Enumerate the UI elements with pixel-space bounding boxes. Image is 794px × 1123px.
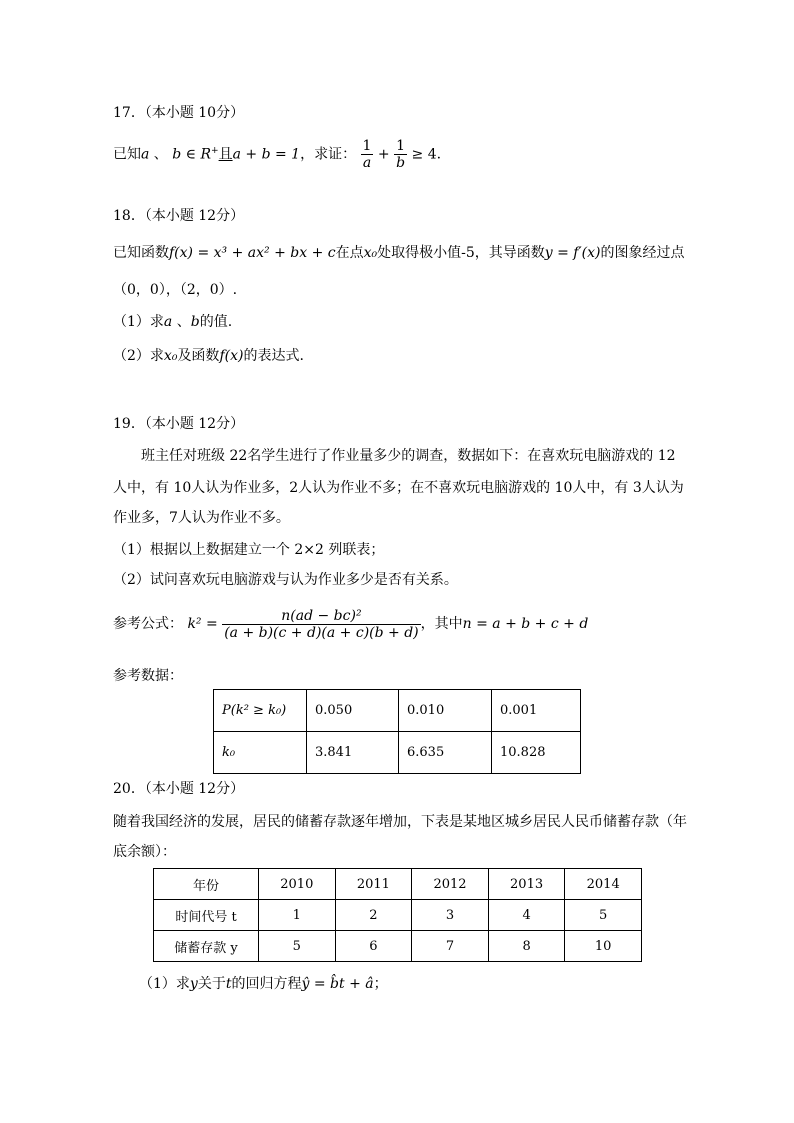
q17-header: 17．（本小题 10分） [113, 105, 245, 121]
table-cell: 0.001 [492, 690, 581, 732]
q18-part2: （2）求x₀及函数f(x)的表达式. [113, 348, 304, 364]
q19-body-1: 班主任对班级 22名学生进行了作业量多少的调查，数据如下：在喜欢玩电脑游戏的 12 [141, 448, 676, 464]
table-cell: 2 [335, 900, 412, 931]
q17-sup: + [211, 146, 219, 156]
q17-cond3: a + b = 1 [232, 146, 301, 163]
table-cell: 6.635 [399, 732, 492, 774]
table-cell: 3 [412, 900, 489, 931]
q18-line1: 已知函数f(x) = x³ + ax² + bx + c在点x₀处取得极小值-5，其导函数y = f′(x)的图象经过点 [113, 245, 685, 261]
q19-body-3: 作业多，7人认为作业不多。 [113, 510, 290, 526]
q18-part1: （1）求a 、b的值. [113, 314, 233, 330]
table-cell: 储蓄存款 y [154, 931, 259, 962]
q18-function: f(x) = x³ + ax² + bx + c [169, 245, 336, 261]
q17-frac-1: $\frac{1}{a}$ [362, 138, 372, 172]
formula-n: n = a + b + c + d [462, 616, 589, 632]
q20-body-1: 随着我国经济的发展，居民的储蓄存款逐年增加，下表是某地区城乡居民人民币储蓄存款（年 [113, 814, 687, 830]
q17-text: 已知 [113, 146, 141, 163]
table-cell: k₀ [214, 732, 307, 774]
q17-tail: ≥ 4. [411, 146, 442, 163]
formula-lhs: k² = [187, 616, 218, 632]
q19-part2: （2）试问喜欢玩电脑游戏与认为作业多少是否有关系。 [113, 572, 458, 588]
table-cell: 0.050 [307, 690, 399, 732]
table-cell: 2014 [565, 869, 642, 900]
q17-cond2: 且 [218, 146, 233, 163]
q17-prove: ，求证： [300, 146, 357, 163]
table-cell: 5 [565, 900, 642, 931]
table-cell: 10 [565, 931, 642, 962]
q20-body-2: 底余额）： [113, 844, 176, 860]
table-cell: 1 [259, 900, 336, 931]
q17-var-a: a [141, 146, 150, 163]
table-cell: 2013 [488, 869, 565, 900]
table-cell: 6 [335, 931, 412, 962]
q18-derivative: y = f′(x) [544, 245, 601, 261]
table-row [214, 690, 581, 732]
table-cell: 3.841 [307, 732, 399, 774]
q19-part1: （1）根据以上数据建立一个 2×2 列联表； [113, 542, 385, 558]
regression-equation: ŷ = b̂t + â [301, 976, 374, 992]
deposit-table [153, 868, 642, 962]
table-cell: 4 [488, 900, 565, 931]
q17-cond: b ∈ R [172, 146, 212, 163]
table-row [214, 732, 581, 774]
table-cell: 8 [488, 931, 565, 962]
q18-line2: （0，0），（2，0）. [113, 282, 238, 298]
q17-sep: 、 [149, 146, 168, 163]
table-row [154, 900, 642, 931]
table-row [154, 931, 642, 962]
q20-header: 20．（本小题 12分） [113, 781, 245, 797]
table-row [154, 869, 642, 900]
formula-fraction: $\frac{\text{n(ad − bc)²}}{(a + b)(c + d)(a + c)(b + d)}$ [224, 607, 419, 641]
q17-statement [113, 134, 441, 172]
table-cell: 7 [412, 931, 489, 962]
table-cell: 年份 [154, 869, 259, 900]
table-cell: 10.828 [492, 732, 581, 774]
q19-header: 19．（本小题 12分） [113, 416, 245, 432]
q17-frac-2: $\frac{1}{b}$ [396, 138, 406, 172]
q20-part1: （1）求y关于t的回归方程ŷ = b̂t + â； [139, 976, 388, 992]
formula-label: 参考公式： [113, 616, 183, 632]
q19-data-label: 参考数据： [113, 668, 183, 684]
table-cell: 5 [259, 931, 336, 962]
table-cell: 2012 [412, 869, 489, 900]
reference-table [213, 689, 581, 774]
table-cell: 2010 [259, 869, 336, 900]
table-cell: P(k² ≥ k₀) [214, 690, 307, 732]
q19-body-2: 人中，有 10人认为作业多，2人认为作业不多；在不喜欢玩电脑游戏的 10人中，有 3人认为 [113, 480, 684, 496]
table-cell: 时间代号 t [154, 900, 259, 931]
table-cell: 2011 [335, 869, 412, 900]
q19-formula: 参考公式： k² = $\frac{\text{n(ad − bc)²}}{(a + b)(c + d)(a + c)(b + d)}$ ，其中n = a + b + c + d [113, 607, 589, 641]
q17-plus: + [377, 146, 390, 163]
q18-header: 18．（本小题 12分） [113, 208, 245, 224]
table-cell: 0.010 [399, 690, 492, 732]
